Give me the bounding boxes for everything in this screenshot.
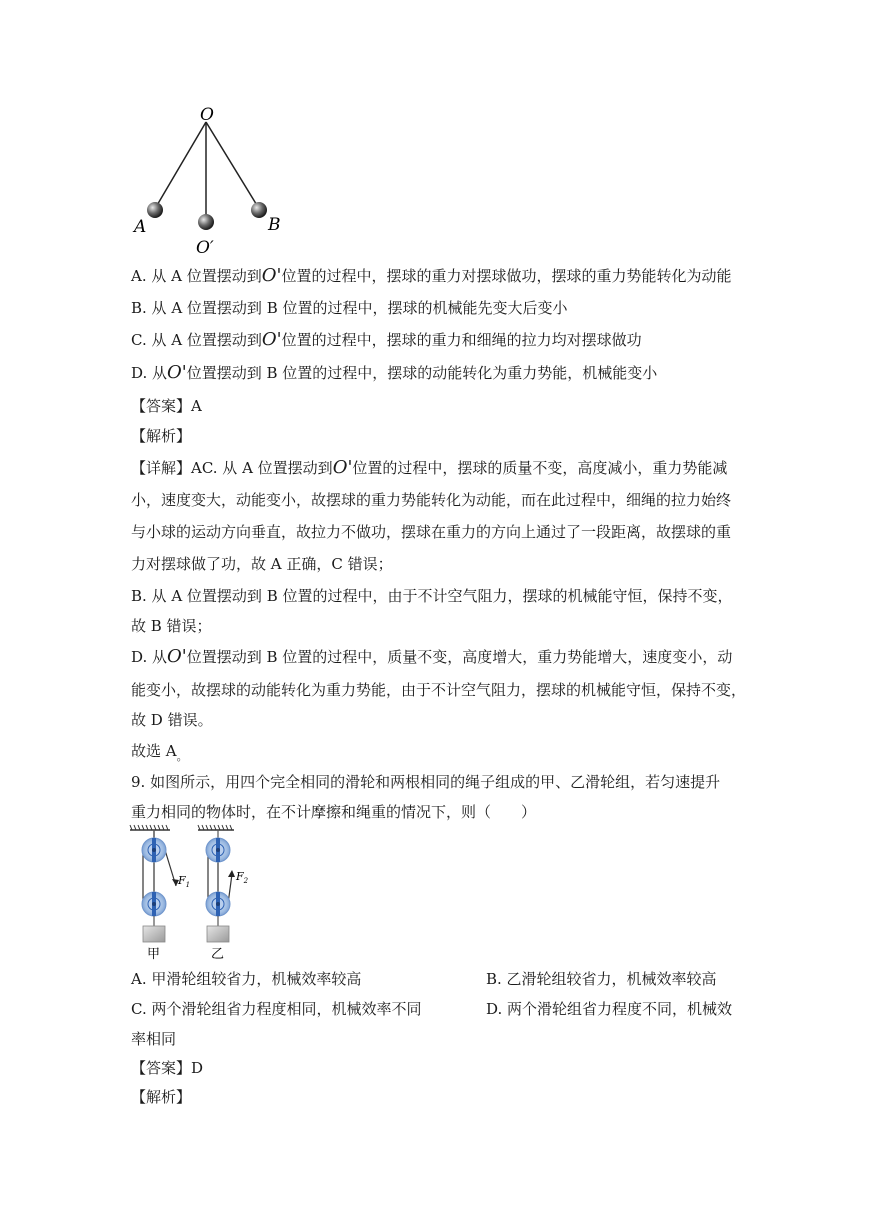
q8-detail-line-2: 小，速度变大，动能变小，故摆球的重力势能转化为动能，而在此过程中，细绳的拉力始终 [131, 491, 732, 509]
pulley-yi-lower [206, 892, 230, 916]
pulley-figure [128, 822, 258, 962]
q9-answer: 【答案】D [131, 1059, 204, 1077]
label-A: A [134, 217, 147, 237]
ceiling-yi [198, 825, 234, 830]
pulley-jia-lower [142, 892, 166, 916]
pendulum-figure [128, 100, 288, 260]
pulley-jia-upper [142, 838, 166, 862]
q8-detail-line-4: 力对摆球做了功，故 A 正确，C 错误； [131, 555, 393, 573]
q9-stem-line-2: 重力相同的物体时，在不计摩擦和绳重的情况下，则（ ） [131, 803, 537, 821]
ball-O-prime [198, 214, 214, 230]
q9-stem-line-1: 9. 如图所示，用四个完全相同的滑轮和两根相同的绳子组成的甲、乙滑轮组，若匀速提升 [131, 773, 721, 791]
force-F1: $F_1$ [178, 874, 191, 889]
q9-option-d-line-2: 率相同 [131, 1030, 177, 1048]
o-prime-symbol: O' [261, 329, 282, 350]
ceiling-jia [130, 825, 170, 830]
q8-detail-d-line-2: 能变小，故摆球的动能转化为重力势能，由于不计空气阻力，摆球的机械能守恒，保持不变， [131, 681, 747, 699]
q8-choose: 故选 $A_。$ [131, 742, 188, 763]
q8-detail-b-line-1: B. 从 A 位置摆动到 B 位置的过程中，由于不计空气阻力，摆球的机械能守恒，保持不变， [131, 587, 733, 605]
q9-option-c: C. 两个滑轮组省力程度相同，机械效率不同 [131, 1000, 422, 1018]
q8-option-a: A. 从 A 位置摆动到O'位置的过程中，摆球的重力对摆球做功，摆球的重力势能转化为动能 [131, 265, 732, 286]
q9-option-d-line-1: D. 两个滑轮组省力程度不同，机械效 [486, 1000, 733, 1018]
q8-detail-d-line-3: 故 D 错误。 [131, 711, 213, 729]
q8-answer: 【答案】A [131, 397, 202, 415]
ball-A [147, 202, 163, 218]
label-jia: 甲 [147, 947, 161, 962]
q8-option-c: C. 从 A 位置摆动到O'位置的过程中，摆球的重力和细绳的拉力均对摆球做功 [131, 329, 642, 350]
q9-option-a: A. 甲滑轮组较省力，机械效率较高 [131, 970, 362, 988]
o-prime-symbol: O' [167, 362, 187, 383]
weight-jia [143, 926, 165, 942]
force-F2: $F_2$ [236, 870, 249, 885]
o-prime-symbol: O' [332, 457, 353, 478]
q8-option-d: D. 从O'位置摆动到 B 位置的过程中，摆球的动能转化为重力势能，机械能变小 [131, 362, 658, 383]
q9-option-b: B. 乙滑轮组较省力，机械效率较高 [486, 970, 717, 988]
q9-analysis-label: 【解析】 [131, 1088, 192, 1106]
q8-detail-line-3: 与小球的运动方向垂直，故拉力不做功，摆球在重力的方向上通过了一段距离，故摆球的重 [131, 523, 732, 541]
o-prime-symbol: O' [167, 646, 187, 667]
label-O-prime: O′ [196, 238, 214, 258]
label-yi: 乙 [211, 947, 225, 962]
q8-analysis-label: 【解析】 [131, 427, 192, 445]
q8-detail-b-line-2: 故 B 错误； [131, 617, 212, 635]
q8-detail-d-line-1: D. 从O'位置摆动到 B 位置的过程中，质量不变，高度增大，重力势能增大，速度变小，动 [131, 646, 733, 667]
q8-detail-line-1: 【详解】AC. 从 A 位置摆动到O'位置的过程中，摆球的质量不变，高度减小，重力势能减 [131, 457, 728, 478]
ball-B [251, 202, 267, 218]
weight-yi [207, 926, 229, 942]
q8-option-b: B. 从 A 位置摆动到 B 位置的过程中，摆球的机械能先变大后变小 [131, 299, 568, 317]
o-prime-symbol: O' [261, 265, 282, 286]
pulley-yi-upper [206, 838, 230, 862]
label-B: B [268, 215, 281, 235]
label-O: O [200, 105, 214, 125]
